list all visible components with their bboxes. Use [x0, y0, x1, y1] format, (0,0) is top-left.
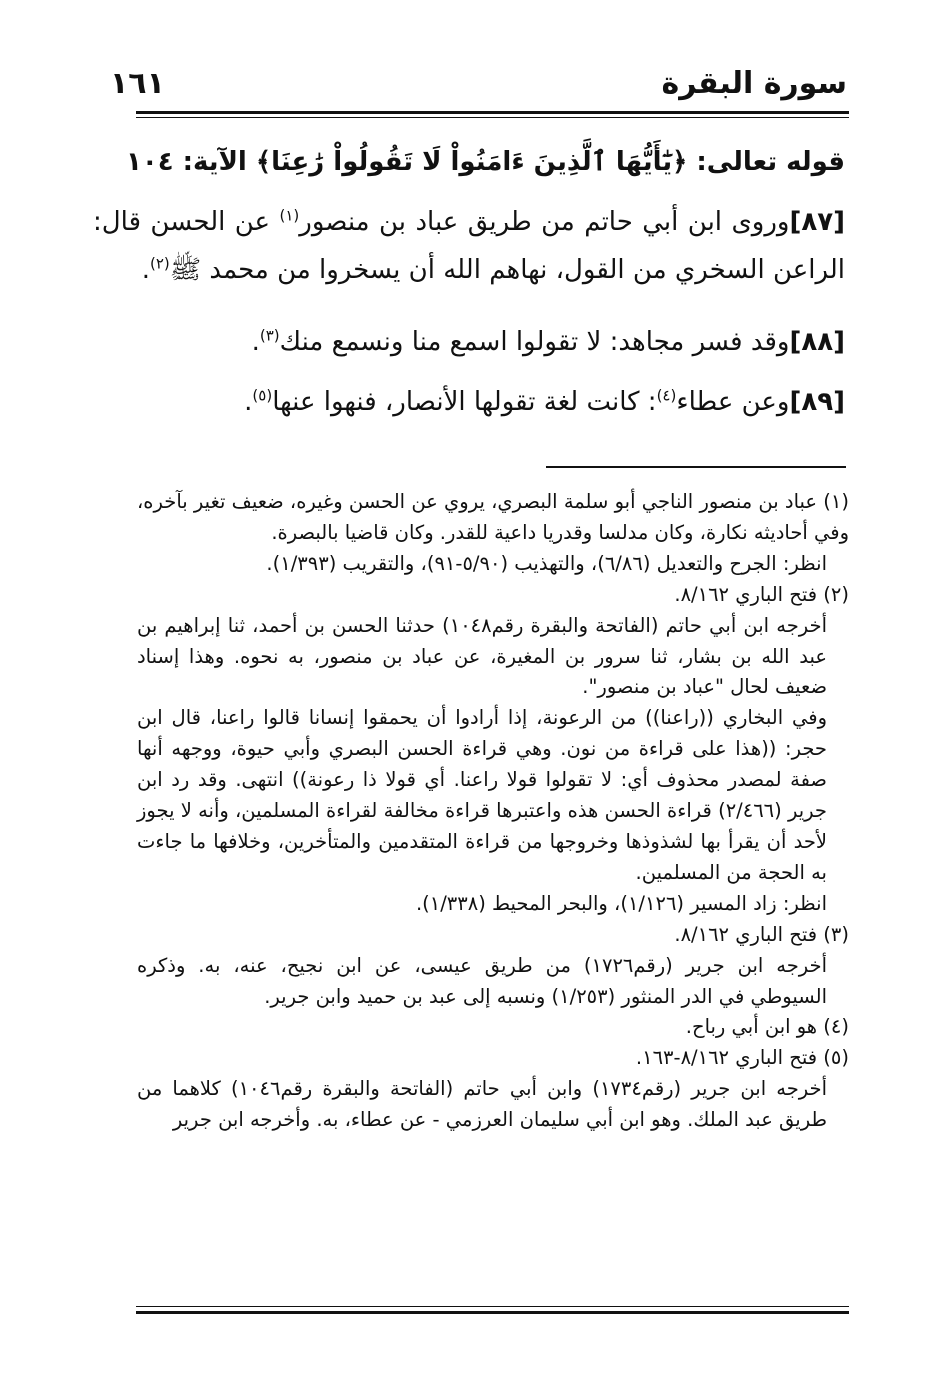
footnote-ref[interactable]: (١): [279, 206, 300, 225]
footnote-2-takhrij: أخرجه ابن أبي حاتم (الفاتحة والبقرة رقم١٠٤٨) حدثنا الحسن بن أحمد، ثنا إبراهيم بن عبد الله بن بشار، ثنا سرور بن المغيرة، عن عباد بن منصور، به نحوه. وهذا إسناد ضعيف لحال "عباد بن منصور".: [137, 613, 828, 699]
narration-text: وقد فسر مجاهد: لا تقولوا اسمع منا ونسمع منك: [279, 327, 790, 357]
narration-end: .: [244, 387, 253, 417]
narration-end: .: [141, 255, 150, 285]
narration-text: وروى ابن أبي حاتم من طريق عباد بن منصور: [299, 207, 790, 237]
footnote-4: (٤) هو ابن أبي رباح.: [685, 1015, 849, 1039]
footnote-2-reference: انظر: زاد المسير (١/١٢٦)، والبحر المحيط (١/٣٣٨).: [415, 891, 827, 915]
narration-number: [٨٧]: [789, 207, 845, 237]
footnote-ref[interactable]: (٥): [252, 386, 273, 405]
footnote-ref[interactable]: (٤): [656, 386, 677, 405]
narration-89: [93, 378, 845, 426]
header-rule-thin: [136, 117, 849, 118]
footnote-3-takhrij: أخرجه ابن جرير (رقم١٧٢٦) من طريق عيسى، عن ابن نجيح، عنه، به. وذكره السيوطي في الدر المنثور (١/٢٥٣) ونسبه إلى عبد بن حميد وابن جرير.: [137, 953, 827, 1008]
footnote-divider: [546, 466, 846, 468]
footnote-ref[interactable]: (٢): [149, 254, 170, 273]
footnote-2: (٢) فتح الباري ٨/١٦٢.: [674, 582, 849, 606]
footnote-5-takhrij: أخرجه ابن جرير (رقم١٧٣٤) وابن أبي حاتم (الفاتحة والبقرة رقم١٠٤٦) كلاهما من طريق عبد الملك. وهو ابن أبي سليمان العرزمي - عن عطاء، به. وأخرجه ابن جرير: [137, 1077, 827, 1132]
footnote-5: (٥) فتح الباري ٨/١٦٢-١٦٣.: [635, 1046, 849, 1070]
footnote-1-reference: انظر: الجرح والتعديل (٦/٨٦)، والتهذيب (٥/٩٠-٩١)، والتقريب (١/٣٩٣).: [266, 551, 827, 575]
narration-88: [93, 318, 845, 366]
footnote-2-bukhari: وفي البخاري ((راعنا)) من الرعونة، إذا أرادوا أن يحمقوا إنسانا قالوا راعنا، قال ابن حجر: ((هذا على قراءة من نون. وهي قراءة الحسن البصري وأبي حيوة، ووجهه أنها صفة لمصدر محذوف أي: لا تقولوا قولا راعنا. أي قولا ذا رعونة)) انتهى. وقد رد ابن جرير (٢/٤٦٦) قراءة الحسن هذه واعتبرها قراءة مخالفة لقراءة المسلمين، وأنه لا يجوز لأحد أن يقرأ بها لشذوذها وخروجها من قراءة المتقدمين والمتأخرين، وخلافها ما جاءت به الحجة من المسلمين.: [137, 706, 827, 884]
verse-heading: قوله تعالى: ﴿يَٰٓأَيُّهَا ٱلَّذِينَ ءَامَنُواْ لَا تَقُولُواْ رَٰعِنَا﴾ الآية: ١٠٤: [125, 147, 845, 177]
bottom-rule-thin: [136, 1306, 849, 1307]
narration-number: [٨٨]: [789, 327, 845, 357]
narration-end: .: [251, 327, 260, 357]
footnote-ref[interactable]: (٣): [259, 326, 280, 345]
header-rule-thick: [136, 111, 849, 114]
narration-text: : كانت لغة تقولها الأنصار، فنهوا عنها: [272, 387, 657, 417]
narration-87: [93, 198, 845, 294]
narration-number: [٨٩]: [789, 387, 845, 417]
bottom-rule-thick: [136, 1311, 849, 1314]
footnotes-section: [137, 487, 849, 1136]
footnote-3: (٣) فتح الباري ٨/١٦٢.: [674, 922, 849, 946]
narration-text: وعن عطاء: [676, 387, 790, 417]
running-header-surah: سورة البقرة: [661, 66, 847, 101]
narration-text: عن الحسن قال: الراعن السخري من القول، نهاهم الله أن يسخروا من محمد ﷺ: [93, 207, 845, 285]
footnote-1: (١) عباد بن منصور الناجي أبو سلمة البصري، يروي عن الحسن وغيره، ضعيف تغير بآخره، وفي أحاديثه نكارة، وكان مدلسا وقدريا داعية للقدر. وكان قاضيا بالبصرة.: [137, 490, 849, 544]
page-number: ١٦١: [110, 66, 165, 101]
